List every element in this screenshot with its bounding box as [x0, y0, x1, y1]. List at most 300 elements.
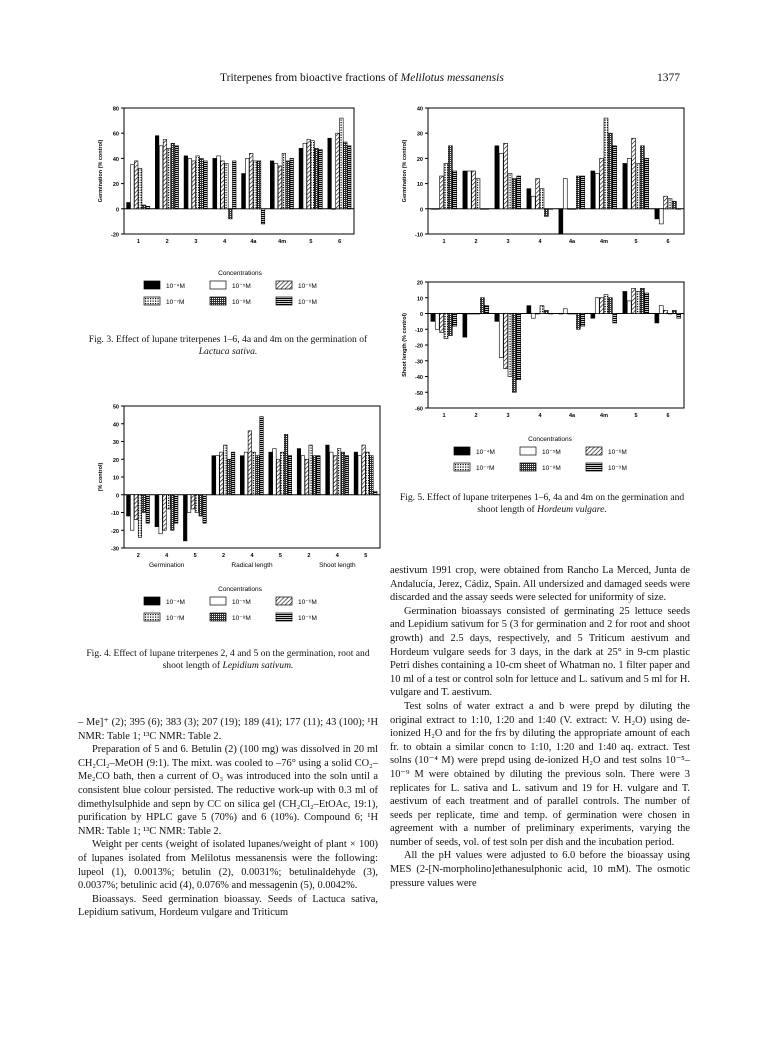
bar	[345, 456, 348, 495]
bar	[221, 161, 225, 209]
bar	[195, 495, 198, 513]
y-tick-label: -60	[415, 406, 423, 413]
bar	[563, 309, 567, 314]
bar	[581, 314, 585, 327]
bar	[192, 161, 196, 209]
bar	[159, 146, 163, 209]
bar	[341, 452, 344, 495]
bar	[604, 295, 608, 314]
legend-swatch	[276, 597, 292, 605]
bar	[284, 434, 287, 494]
legend-swatch	[454, 447, 470, 455]
x-tick-label: 4	[165, 553, 169, 559]
bar	[672, 310, 676, 313]
x-tick-label: 4a	[250, 239, 257, 245]
bar	[448, 314, 452, 336]
legend-label: 10⁻⁷M	[166, 615, 185, 622]
bar	[527, 189, 531, 209]
fig4-caption: Fig. 4. Effect of lupane triterpenes 2, 4 and 5 on the germination, root and shoot length of Lepidium sativum.	[86, 648, 370, 671]
bar	[581, 176, 585, 209]
bar	[274, 163, 278, 208]
bar	[155, 495, 158, 527]
bar	[260, 417, 263, 495]
bar	[309, 445, 312, 495]
bar	[127, 495, 130, 516]
bar	[559, 209, 563, 234]
fig4-chart	[98, 400, 388, 580]
y-tick-label: -50	[415, 390, 423, 397]
legend-swatch	[586, 447, 602, 455]
bar	[540, 306, 544, 314]
bar	[632, 138, 636, 209]
bar	[301, 456, 304, 495]
y-tick-label: 50	[112, 404, 119, 411]
x-tick-label: 5	[634, 239, 638, 245]
y-tick-label: 20	[112, 457, 119, 464]
bar	[277, 459, 280, 495]
bar	[485, 306, 489, 314]
legend-label: 10⁻⁶M	[608, 449, 627, 456]
legend-label: 10⁻⁸M	[232, 615, 251, 622]
paragraph: aestivum 1991 crop, were obtained from Rancho La Merced, Junta de Andalucía, Jerez, Cádiz, Spain. All undersized and damaged seeds were discarded and the assay seeds were selected for uniformity of size.	[390, 565, 690, 604]
running-header	[0, 72, 768, 90]
bar	[453, 171, 457, 209]
legend-swatch	[144, 281, 160, 289]
x-tick-label: 4	[223, 239, 227, 245]
fig5-shoot-chart	[402, 276, 692, 426]
bar	[288, 456, 291, 495]
bar	[354, 452, 357, 495]
legend-swatch	[144, 613, 160, 621]
section-label: Germination	[148, 562, 185, 569]
bar	[319, 150, 323, 209]
bar	[508, 174, 512, 209]
bar	[232, 161, 236, 209]
legend-label: 10⁻⁹M	[608, 465, 627, 472]
bar	[623, 291, 627, 313]
bar	[672, 201, 676, 209]
bar	[467, 314, 471, 315]
section-label: Shoot length	[319, 562, 356, 569]
bar	[213, 158, 217, 208]
bar	[175, 146, 179, 209]
paragraph: Germination bioassays consisted of germinating 25 lettuce seeds and Lepidium sativum for 5 (3 for germination and 2 for root and shoot growth) and 2.5 days, respectively, and 5 Triticum aestivum and Hordeum vulgare seeds for 3 days, in the dark at 25° in 9-cm plastic Petri dishes containing a 10-cm sheet of Whatman no. 1 filter paper and 10 ml of a test or control soln for lettuce and L. sativum and 5 ml for H. vulgare and T. aestivum.	[390, 605, 690, 699]
bar	[270, 161, 274, 209]
bar	[499, 153, 503, 208]
x-tick-label: 6	[666, 413, 670, 419]
bar	[167, 148, 171, 208]
bar	[632, 288, 636, 313]
bar	[127, 203, 131, 209]
bar	[163, 140, 167, 209]
bar	[317, 456, 320, 495]
x-tick-label: 3	[506, 413, 510, 419]
legend-label: 10⁻⁵M	[232, 283, 251, 290]
bar	[142, 495, 145, 513]
bar	[495, 314, 499, 322]
x-tick-label: 5	[278, 553, 282, 559]
bar	[472, 171, 476, 209]
bar	[244, 452, 247, 495]
bar	[572, 314, 576, 315]
bar	[131, 165, 135, 209]
bar	[305, 459, 308, 495]
legend-label: 10⁻⁹M	[298, 299, 317, 306]
x-tick-label: 4	[538, 239, 542, 245]
legend-swatch	[276, 613, 292, 621]
bar	[448, 146, 452, 209]
y-tick-label: 10	[416, 182, 423, 189]
fig5-caption: Fig. 5. Effect of lupane triterpenes 1–6, 4a and 4m on the germination and shoot length of Hordeum vulgare.	[399, 492, 685, 515]
x-tick-label: 6	[338, 239, 342, 245]
y-axis-label: Shoot length (% control)	[402, 313, 408, 377]
fig3-legend	[140, 268, 340, 312]
left-text-column	[78, 716, 378, 920]
legend-swatch	[210, 597, 226, 605]
bar	[517, 314, 521, 380]
bar	[623, 163, 627, 208]
bar	[512, 314, 516, 393]
bar	[163, 495, 166, 531]
x-tick-label: 5	[364, 553, 368, 559]
y-axis-label: (% control)	[98, 462, 104, 492]
bar	[184, 156, 188, 209]
legend-label: 10⁻⁴M	[166, 283, 185, 290]
page-number: 1377	[657, 72, 680, 84]
bar	[261, 209, 265, 224]
y-tick-label: 30	[416, 131, 423, 138]
legend-label: 10⁻⁵M	[232, 599, 251, 606]
bar	[280, 452, 283, 495]
y-tick-label: -20	[415, 343, 423, 350]
fig3-caption: Fig. 3. Effect of lupane triterpenes 1–6, 4a and 4m on the germination of Lactuca sativa.	[88, 334, 368, 357]
bar	[559, 314, 563, 315]
bar	[253, 161, 257, 209]
bar	[467, 171, 471, 209]
bar	[159, 495, 162, 534]
x-tick-label: 4a	[568, 239, 576, 245]
bar	[591, 171, 595, 209]
bar	[187, 495, 190, 513]
bar	[134, 495, 137, 520]
y-tick-label: 0	[115, 207, 119, 214]
bar	[212, 456, 215, 495]
bar	[463, 171, 467, 209]
bar	[278, 166, 282, 209]
bar	[227, 459, 230, 495]
y-tick-label: 40	[112, 156, 119, 163]
bar	[595, 174, 599, 209]
x-tick-label: 4	[538, 413, 542, 419]
bar	[333, 456, 336, 495]
paragraph: – Me]⁺ (2); 395 (6); 383 (3); 207 (19); 189 (41); 177 (11); 43 (100); ¹H NMR: Table 1; ¹³C NMR: Table 2.	[78, 717, 378, 742]
bar	[155, 136, 159, 209]
legend-swatch	[586, 463, 602, 471]
bar	[220, 452, 223, 495]
bar	[269, 452, 272, 495]
bar	[330, 452, 333, 495]
legend-label: 10⁻⁷M	[166, 299, 185, 306]
y-tick-label: -40	[415, 375, 423, 381]
bar	[167, 495, 170, 509]
fig5-germination-chart	[402, 102, 692, 252]
bar	[472, 314, 476, 315]
y-tick-label: 30	[112, 440, 119, 446]
bar	[240, 456, 243, 495]
bar	[668, 199, 672, 209]
bar	[499, 314, 503, 358]
x-tick-label: 1	[136, 239, 140, 245]
x-tick-label: 4a	[568, 413, 576, 419]
bar	[344, 142, 348, 209]
bar	[544, 209, 548, 217]
bar	[191, 495, 194, 509]
bar	[444, 314, 448, 339]
bar	[273, 449, 276, 495]
y-tick-label: -20	[111, 232, 119, 239]
legend-swatch	[520, 463, 536, 471]
bar	[332, 209, 336, 210]
bar	[290, 158, 294, 208]
bar	[303, 143, 307, 209]
paragraph: Test solns of water extract a and b were prepd by diluting the original extract to 1:10, 1:20 and 1:40 (V. extract: V. H₂O) using de-ionized H₂O and for the frs by diluting the appropriate amount of each fr. to obtain a similar concn to 1:10, 1:20 and 1:40 aq. extract. Test solns (10⁻⁴ M) were prepd using de-ionized H₂O and test solns 10⁻⁵–10⁻⁹ M were obtained by diluting the previous soln. There were 3 replicates for L. sativa and L. sativum and 19 for H. vulgare and T. aestivum of each treatment and of parallel controls. The number of seeds per replicate, time and temp. of germination were chosen in agreement with a number of preliminary experiments, varying the number of seeds, vol. of test soln per dish and the incubation period.	[390, 700, 690, 848]
x-tick-label: 4m	[600, 239, 608, 245]
x-tick-label: 3	[506, 239, 510, 245]
y-tick-label: -10	[415, 327, 423, 334]
x-tick-label: 5	[309, 239, 313, 245]
bar	[146, 495, 149, 523]
bar	[311, 141, 315, 209]
section-label: Radical length	[231, 562, 273, 569]
bar	[435, 209, 439, 210]
bar	[229, 209, 233, 219]
bar	[248, 431, 251, 495]
x-tick-label: 4	[335, 553, 339, 559]
paragraph: Weight per cents (weight of isolated lupanes/weight of plant × 100) of lupanes isolated from Melilotus messanensis were the following: lupeol (1), 0.0013%; betulin (2), 0.0031%; betulinaldehyde (3), 0.0037%; betulinic acid (4), 0.076% and messagenin (5), 0.0042%.	[78, 839, 378, 892]
bar	[549, 314, 553, 315]
bar	[362, 445, 365, 495]
bar	[242, 174, 246, 209]
bar	[608, 298, 612, 314]
bar	[655, 209, 659, 219]
fig5-legend	[450, 434, 650, 478]
bar	[668, 314, 672, 315]
bar	[600, 158, 604, 208]
legend-title: Concentrations	[528, 436, 572, 443]
bar	[645, 293, 649, 313]
bar	[336, 133, 340, 209]
right-text-column	[390, 564, 690, 890]
bar	[531, 196, 535, 209]
bar	[485, 209, 489, 210]
bar	[217, 156, 221, 209]
y-tick-label: 0	[419, 312, 423, 318]
bar	[659, 306, 663, 314]
bar	[527, 306, 531, 314]
bar	[326, 445, 329, 495]
bar	[677, 314, 681, 319]
x-tick-label: 4	[250, 553, 254, 559]
legend-label: 10⁻⁹M	[298, 615, 317, 622]
bar	[142, 205, 146, 209]
bar	[171, 495, 174, 531]
bar	[146, 206, 150, 209]
legend-label: 10⁻⁶M	[298, 283, 317, 290]
bar	[627, 158, 631, 208]
y-tick-label: -10	[111, 511, 119, 517]
y-tick-label: 20	[416, 156, 423, 163]
bar	[640, 288, 644, 313]
legend-label: 10⁻⁴M	[476, 449, 495, 456]
bar	[504, 314, 508, 369]
x-tick-label: 2	[474, 413, 478, 419]
bar	[636, 291, 640, 313]
x-tick-label: 1	[442, 413, 446, 419]
bar	[370, 456, 373, 495]
bar	[297, 449, 300, 495]
x-tick-label: 2	[136, 553, 140, 559]
y-tick-label: 10	[416, 296, 423, 303]
legend-title: Concentrations	[218, 586, 262, 593]
y-tick-label: -20	[111, 528, 119, 535]
bar	[440, 314, 444, 333]
bar	[374, 491, 377, 495]
bar	[174, 495, 177, 523]
bar	[286, 161, 290, 209]
x-tick-label: 2	[474, 239, 478, 245]
bar	[495, 146, 499, 209]
y-axis-label: Germination (% control)	[402, 139, 408, 203]
bar	[256, 456, 259, 495]
bar	[595, 298, 599, 314]
legend-label: 10⁻⁷M	[476, 465, 495, 472]
bar	[576, 176, 580, 209]
y-tick-label: 0	[115, 493, 119, 500]
bar	[358, 456, 361, 495]
x-tick-label: 2	[222, 553, 226, 559]
bar	[204, 161, 208, 209]
bar	[536, 314, 540, 315]
bar	[664, 196, 668, 209]
x-tick-label: 6	[666, 239, 670, 245]
fig3-chart	[98, 102, 360, 252]
bar	[171, 143, 175, 209]
bar	[440, 176, 444, 209]
bar	[257, 161, 261, 209]
bar	[340, 118, 344, 209]
bar	[531, 314, 535, 319]
x-tick-label: 2	[307, 553, 311, 559]
bar	[337, 449, 340, 495]
bar	[328, 138, 332, 209]
bar	[576, 314, 580, 330]
bar	[299, 148, 303, 208]
y-tick-label: -30	[111, 546, 119, 553]
bar	[480, 298, 484, 314]
bar	[435, 314, 439, 330]
bar	[476, 179, 480, 209]
bar	[572, 209, 576, 210]
bar	[536, 179, 540, 209]
bar	[655, 314, 659, 323]
bar	[568, 314, 572, 315]
y-tick-label: -10	[415, 232, 423, 239]
bar	[517, 176, 521, 209]
bar	[480, 209, 484, 210]
x-tick-label: 4m	[600, 413, 608, 419]
legend-swatch	[520, 447, 536, 455]
bar	[645, 158, 649, 208]
bar	[252, 452, 255, 495]
paragraph: Preparation of 5 and 6. Betulin (2) (100 mg) was dissolved in 20 ml CH₂Cl₂–MeOH (9:1). The mixt. was cooled to –76° using a solid CO₂–Me₂CO bath, then a current of O₃ was introduced into the soln until a consistent blue colour persisted. The reductive work-up with 0.3 ml of dimethylsulphide and sepn by CC on silica gel (CH₂Cl₂–EtOAc, 19:1), purification by HPLC gave 5 (70%) and 6 (10%). Compound 6; ¹H NMR: Table 1; ¹³C NMR: Table 2.	[78, 744, 378, 837]
legend-label: 10⁻⁸M	[542, 465, 561, 472]
bar	[130, 495, 133, 531]
x-tick-label: 2	[165, 239, 169, 245]
y-axis-label: Germination (% control)	[98, 139, 104, 203]
bar	[613, 314, 617, 323]
fig4-legend	[140, 584, 340, 628]
legend-swatch	[276, 281, 292, 289]
bar	[677, 209, 681, 210]
y-tick-label: 20	[112, 182, 119, 189]
running-title: Triterpenes from bioactive fractions of Melilotus messanensis	[220, 72, 504, 84]
y-tick-label: 60	[112, 131, 119, 138]
bar	[224, 445, 227, 495]
bar	[246, 158, 250, 208]
y-tick-label: 40	[112, 422, 119, 429]
bar	[540, 189, 544, 209]
bar	[600, 298, 604, 314]
bar	[568, 209, 572, 210]
legend-swatch	[454, 463, 470, 471]
bar	[183, 495, 186, 541]
x-tick-label: 3	[194, 239, 198, 245]
bar	[613, 146, 617, 209]
bar	[347, 146, 351, 209]
bar	[199, 495, 202, 516]
bar	[544, 310, 548, 313]
y-tick-label: 40	[416, 106, 423, 113]
bar	[463, 314, 467, 338]
legend-label: 10⁻⁸M	[232, 299, 251, 306]
bar	[313, 456, 316, 495]
bar	[138, 495, 141, 538]
bar	[225, 163, 229, 208]
bar	[604, 118, 608, 209]
x-tick-label: 4m	[278, 239, 287, 245]
bar	[504, 143, 508, 209]
bar	[203, 495, 206, 523]
paragraph: All the pH values were adjusted to 6.0 before the bioassay using MES (2-[N-morpholino]ethanesulphonic acid, 10 mM). The osmotic pressure values were	[390, 850, 690, 889]
x-tick-label: 5	[634, 413, 638, 419]
y-tick-label: 80	[112, 106, 119, 113]
bar	[627, 301, 631, 314]
y-tick-label: -30	[415, 359, 423, 366]
bar	[134, 161, 138, 209]
bar	[282, 153, 286, 208]
bar	[444, 163, 448, 208]
bar	[249, 153, 253, 208]
legend-title: Concentrations	[218, 270, 262, 277]
legend-label: 10⁻⁶M	[298, 599, 317, 606]
legend-swatch	[144, 597, 160, 605]
bar	[659, 209, 663, 224]
bar	[216, 456, 219, 495]
bar	[549, 209, 553, 210]
bar	[138, 168, 142, 208]
y-tick-label: 0	[419, 207, 423, 214]
legend-swatch	[276, 297, 292, 305]
